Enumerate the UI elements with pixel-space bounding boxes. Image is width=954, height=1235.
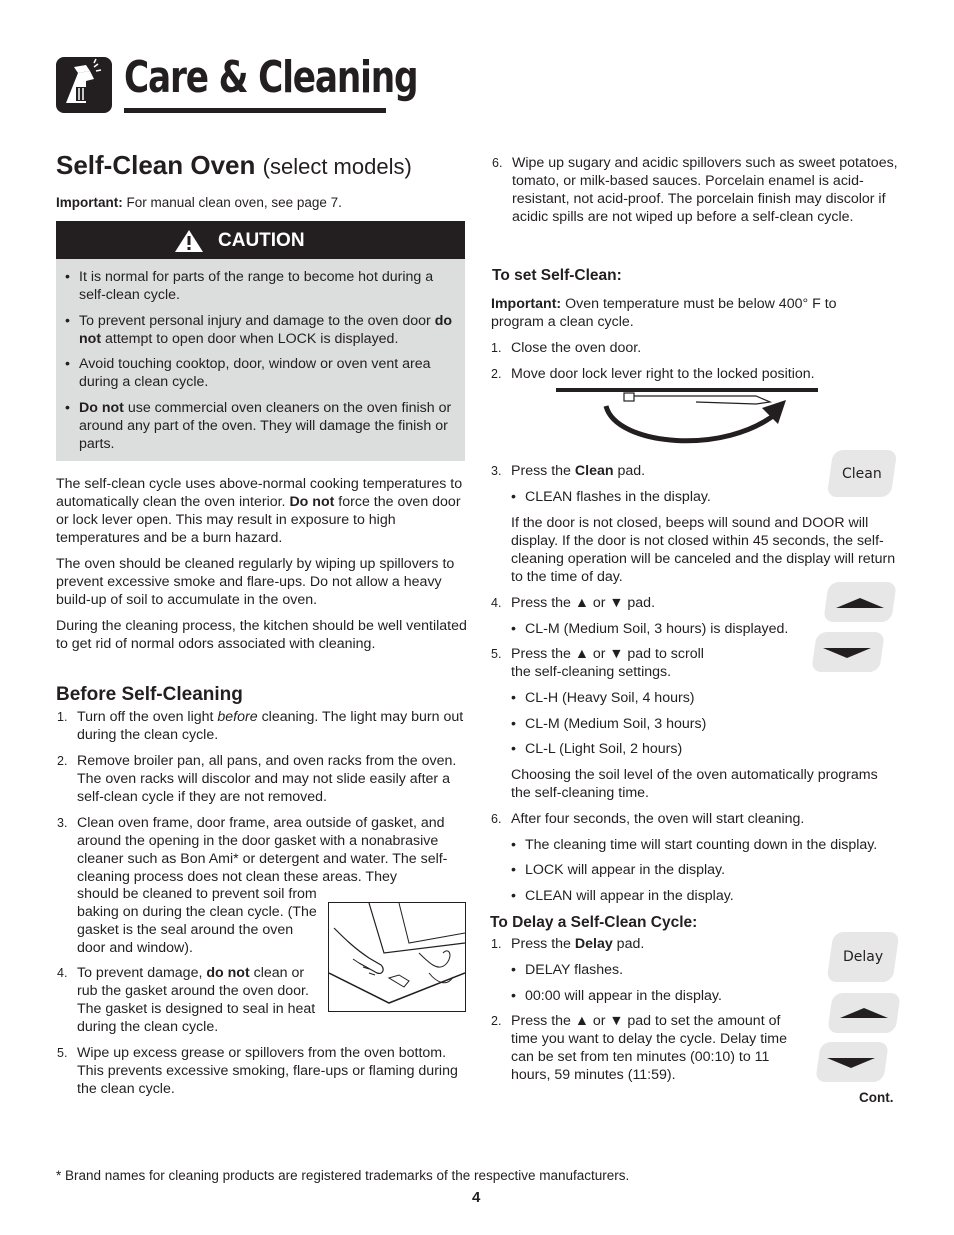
page-number: 4 — [472, 1189, 481, 1206]
list-item: 4. To prevent damage, do not clean or rub the gasket around the oven door. The gasket is designed to seal in heat during the clean cycle. — [57, 965, 316, 1035]
note-text: If the door is not closed, beeps will sound and DOOR will display. If the door is not closed within 45 seconds, the self-cleaning operation will be canceled and the display will return to the time of day. — [511, 515, 896, 585]
list-item: 2. Remove broiler pan, all pans, and oven racks from the oven. The oven racks will discolor and may not slide easily after a self-clean cycle if they are not removed. — [57, 753, 457, 805]
list-item: 2. Move door lock lever right to the locked position. — [491, 366, 815, 382]
bullet-item: • CLEAN flashes in the display. — [525, 488, 805, 506]
warning-triangle-icon — [174, 229, 204, 258]
set-self-clean-heading: To set Self-Clean: — [492, 267, 622, 284]
caution-bullet: • Avoid touching cooktop, door, window or oven vent area during a clean cycle. — [79, 355, 459, 391]
before-heading: Before Self-Cleaning — [56, 684, 243, 705]
caution-bullet: • It is normal for parts of the range to become hot during a self-clean cycle. — [79, 268, 459, 304]
oven-door-gasket-illustration — [328, 902, 466, 1012]
up-arrow-icon — [840, 1006, 888, 1025]
bullet-item: • 00:00 will appear in the display. — [525, 987, 805, 1005]
up-arrow-icon — [836, 596, 884, 615]
list-item: 6. After four seconds, the oven will start cleaning. — [491, 811, 805, 827]
bullet-item: • CLEAN will appear in the display. — [525, 887, 905, 905]
list-item: 1. Turn off the oven light before cleaning. The light may burn out during the clean cycle. — [57, 709, 464, 743]
delay-pad-label: Delay — [843, 949, 884, 965]
footnote: * Brand names for cleaning products are registered trademarks of the respective manufacturers. — [56, 1168, 630, 1183]
clean-pad-label: Clean — [842, 466, 882, 482]
bullet-item: • CL-M (Medium Soil, 3 hours) — [525, 715, 815, 733]
note-text: Choosing the soil level of the oven automatically programs the self-cleaning time. — [511, 767, 878, 801]
list-item: 4. Press the ▲ or ▼ pad. — [491, 595, 656, 611]
bullet-item: • DELAY flashes. — [525, 961, 805, 979]
list-item: 3. Clean oven frame, door frame, area outside of gasket, and around the opening in the door gasket with a nonabrasive cleaner such as Bon Ami* or detergent and water. The self-cleaning process does not clean these areas. They — [57, 815, 448, 885]
bullet-item: • CL-H (Heavy Soil, 4 hours) — [525, 689, 815, 707]
title-underline — [124, 108, 386, 113]
list-item: 2. Press the ▲ or ▼ pad to set the amount of time you want to delay the cycle. Delay time can be set from ten minutes (00:10) to 11 hours, 59 minutes (11:59). — [491, 1013, 787, 1083]
list-item: 5. Wipe up excess grease or spillovers from the oven bottom. This prevents excessive smoking, flare-ups or flaming during the clean cycle. — [57, 1045, 458, 1097]
list-item: 3. Press the Clean pad. — [491, 463, 646, 479]
page-title: Care & Cleaning — [124, 52, 418, 103]
caution-bullet: • To prevent personal injury and damage to the oven door do not attempt to open door when LOCK is displayed. — [79, 312, 459, 348]
list-item-continued: should be cleaned to prevent soil from baking on during the clean cycle. (The gasket is the seal around the oven door and window). — [77, 886, 317, 956]
bullet-item: • The cleaning time will start counting down in the display. — [525, 836, 905, 854]
bullet-item: • CL-L (Light Soil, 2 hours) — [525, 740, 815, 758]
lock-lever-illustration — [556, 386, 820, 456]
caution-bullet: • Do not use commercial oven cleaners on the oven finish or around any part of the oven. They will damage the finish or parts. — [79, 399, 459, 453]
list-item: 1. Close the oven door. — [491, 340, 642, 356]
down-arrow-icon — [827, 1056, 875, 1075]
section-subheading: (select models) — [262, 154, 412, 179]
down-arrow-icon — [823, 646, 871, 665]
list-item: 5. Press the ▲ or ▼ pad to scroll the self-cleaning settings. — [491, 646, 704, 680]
list-item: 1. Press the Delay pad. — [491, 936, 645, 952]
spray-bottle-icon — [56, 57, 112, 113]
important-note: Important: Oven temperature must be below 400° F to program a clean cycle. — [491, 296, 837, 330]
paragraph: The oven should be cleaned regularly by wiping up spillovers to prevent excessive smoke and flare-ups. Do not allow a heavy build-up of soil to accumulate in the oven. — [56, 556, 455, 608]
section-heading: Self-Clean Oven (select models) — [56, 150, 412, 180]
caution-label: CAUTION — [218, 230, 305, 251]
important-note: Important: For manual clean oven, see page 7. — [56, 195, 342, 210]
paragraph: During the cleaning process, the kitchen should be well ventilated to get rid of normal odors associated with cleaning. — [56, 618, 467, 652]
bullet-item: • CL-M (Medium Soil, 3 hours) is displayed. — [525, 620, 815, 638]
bullet-item: • LOCK will appear in the display. — [525, 861, 905, 879]
paragraph: The self-clean cycle uses above-normal cooking temperatures to automatically clean the oven interior. Do not force the oven door or lock lever open. This may result in exposure to high temperatures and be a burn hazard. — [56, 476, 463, 546]
continued-label: Cont. — [859, 1090, 894, 1105]
delay-heading: To Delay a Self-Clean Cycle: — [490, 914, 698, 931]
list-item: 6. Wipe up sugary and acidic spillovers such as sweet potatoes, tomato, or milk-based sauces. Porcelain enamel is acid-resistant, not acid-proof. The porcelain finish may discolor if acidic spills are not wiped up before a self-clean cycle. — [492, 155, 898, 225]
